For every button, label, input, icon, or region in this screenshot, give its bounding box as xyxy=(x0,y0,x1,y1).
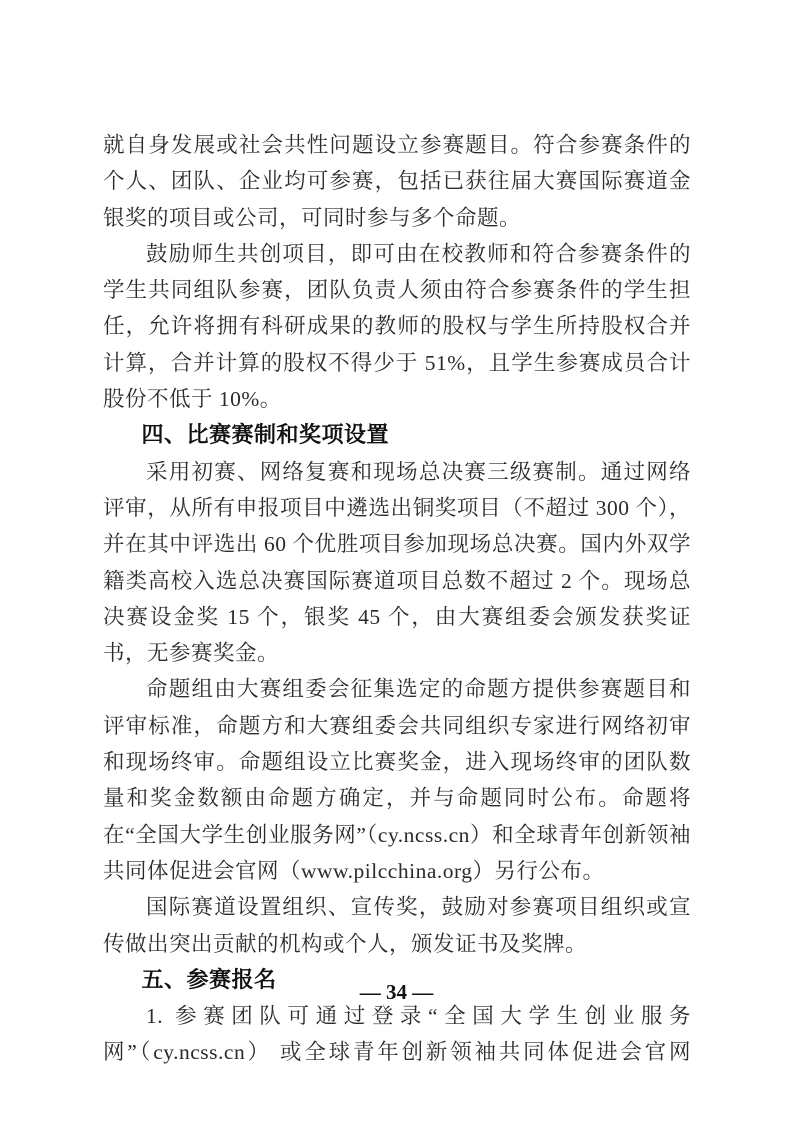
paragraph-teacher-student-coop: 鼓励师生共创项目，即可由在校教师和符合参赛条件的学生共同组队参赛，团队负责人须由符合参赛条件的学生担任，允许将拥有科研成果的教师的股权与学生所持股权合并计算，合并计算的股权不得少于 51%，且学生参赛成员合计股份不低于 10%。 xyxy=(103,241,691,412)
page-number: — 34 — xyxy=(359,980,434,1004)
paragraph-continuation-from-previous-page: 就自身发展或社会共性问题设立参赛题目。符合参赛条件的个人、团队、企业均可参赛，包括已获往届大赛国际赛道金银奖的项目或公司，可同时参与多个命题。 xyxy=(103,133,691,230)
paragraph-organization-publicity-award: 国际赛道设置组织、宣传奖，鼓励对参赛项目组织或宣传做出突出贡献的机构或个人，颁发证书及奖牌。 xyxy=(103,895,691,956)
paragraph-proposition-group: 命题组由大赛组委会征集选定的命题方提供参赛题目和评审标准，命题方和大赛组委会共同组织专家进行网络初审和现场终审。命题组设立比赛奖金，进入现场终审的团队数量和奖金数额由命题方确定，并与命题同时公布。命题将在“全国大学生创业服务网”（cy.ncss.cn）和全球青年创新领袖共同体促进会官网（www.pilcchina.org）另行公布。 xyxy=(103,677,691,883)
document-body xyxy=(103,127,691,1071)
paragraph-registration: 1. 参赛团队可通过登录“全国大学生创业服务网”（cy.ncss.cn） 或全球青年创新领袖共同体促进会官网 xyxy=(103,1004,691,1065)
section-heading-5-registration: 五、参赛报名 xyxy=(141,966,277,992)
section-heading-4-competition-format-awards: 四、比赛赛制和奖项设置 xyxy=(141,422,390,448)
paragraph-competition-format-awards: 采用初赛、网络复赛和现场总决赛三级赛制。通过网络评审，从所有申报项目中遴选出铜奖项目（不超过 300 个），并在其中评选出 60 个优胜项目参加现场总决赛。国内外双学籍类高校入选总决赛国际赛道项目总数不超过 2 个。现场总决赛设金奖 15 个，银奖 45 个，由大赛组委会颁发获奖证书，无参赛奖金。 xyxy=(103,459,691,666)
